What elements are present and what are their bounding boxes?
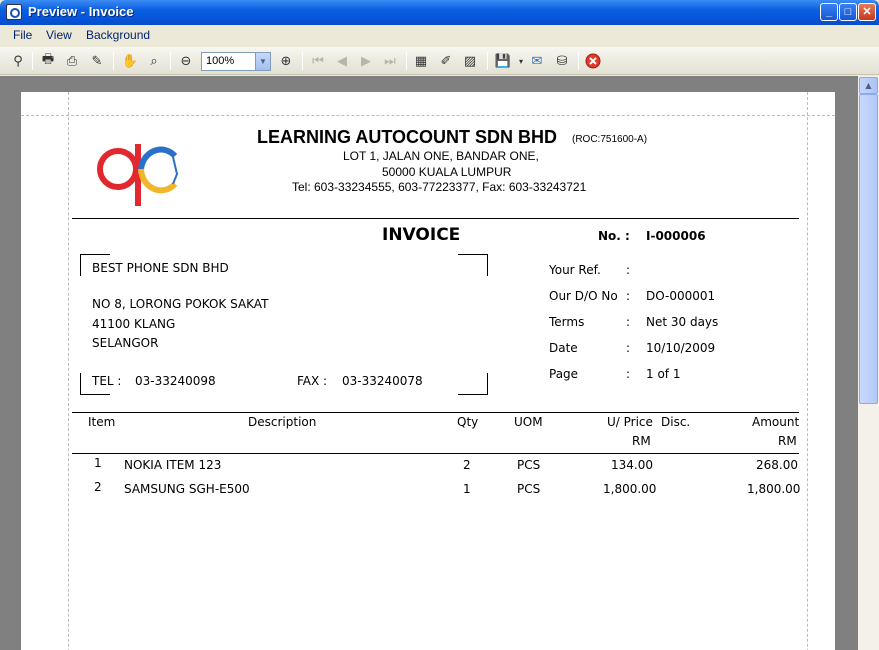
watermark-icon[interactable]: ▨ (463, 53, 477, 69)
zoom-out-icon[interactable]: ⊖ (180, 53, 192, 69)
invoice-page: LEARNING AUTOCOUNT SDN BHD (ROC:751600-A) LOT 1, JALAN ONE, BANDAR ONE, 50000 KUALA LUMPUR Tel: 603-33234555, 603-77223377, Fax: 603-33243721 INVOICE No. : I-000006 BEST PHONE SDN BHD NO 8, LORONG POKOK SAKAT 41100 KLANG SELANGOR TEL : 03-33240098 FAX : 03-33240078 Your Ref. : Our D/O No : DO-000001 Terms : Net 30 days Date : 10/10/2009 Page : 1 of 1 Item Description Qty UOM U/ Price RM Disc. Amount RM 1 NOKIA ITEM 123 2 PCS 134.00 268.00 2 SAMSUNG SGH-E500 1 PCS 1,800.00 1,800.00 (21, 92, 835, 650)
info-value: DO-000001 (646, 289, 716, 303)
company-logo (97, 134, 181, 210)
col-header-uprice: U/ Price (607, 415, 653, 429)
info-label: Terms (549, 315, 585, 329)
menu-file[interactable]: File (13, 28, 33, 42)
company-name: LEARNING AUTOCOUNT SDN BHD (257, 127, 557, 147)
invoice-heading: INVOICE (382, 225, 461, 245)
preview-area (0, 76, 858, 650)
col-header-description: Description (248, 415, 317, 429)
export-icon[interactable]: ✎ (91, 53, 103, 69)
col-header-qty: Qty (457, 415, 479, 429)
info-label: Page (549, 367, 579, 381)
col-header-uprice-unit: RM (632, 434, 651, 448)
chevron-down-icon[interactable]: ▾ (518, 56, 523, 66)
chevron-down-icon[interactable]: ▼ (255, 53, 270, 70)
col-header-disc: Disc. (661, 415, 691, 429)
vertical-scrollbar[interactable] (858, 76, 879, 650)
scroll-thumb[interactable] (859, 94, 878, 404)
edit-icon[interactable]: ✐ (440, 53, 452, 69)
scroll-up-icon[interactable]: ▲ (859, 77, 878, 94)
company-address-2: 50000 KUALA LUMPUR (382, 165, 512, 179)
minimize-button[interactable]: _ (820, 3, 838, 21)
customer-fax-label: FAX : (297, 374, 328, 388)
window-title: Preview - Invoice (28, 4, 134, 19)
hand-icon[interactable]: ✋ (121, 53, 139, 69)
zoom-in-icon[interactable]: ⊕ (280, 53, 292, 69)
customer-address-3: SELANGOR (92, 336, 159, 350)
info-value: 10/10/2009 (646, 341, 716, 355)
col-header-amount-unit: RM (778, 434, 797, 448)
binoculars-icon[interactable]: ⚲ (13, 53, 23, 69)
title-bar (0, 0, 879, 25)
zoom-select[interactable] (201, 52, 271, 71)
first-page-icon[interactable]: ⏮ (312, 53, 324, 69)
last-page-icon[interactable]: ⏭ (384, 53, 396, 69)
customer-address-2: 41100 KLANG (92, 317, 176, 331)
menu-background[interactable]: Background (86, 28, 151, 42)
magnifier-icon[interactable]: ⌕ (150, 53, 158, 69)
menu-bar (0, 25, 879, 46)
info-value: Net 30 days (646, 315, 719, 329)
customer-name: BEST PHONE SDN BHD (92, 261, 229, 275)
info-label: Date (549, 341, 578, 355)
open-icon[interactable]: ⛁ (556, 53, 568, 69)
menu-view[interactable]: View (46, 28, 72, 42)
page-setup-icon[interactable]: ▦ (414, 53, 428, 69)
invoice-no-value: I-000006 (646, 229, 706, 243)
save-icon[interactable]: 💾 (494, 53, 512, 69)
company-address-1: LOT 1, JALAN ONE, BANDAR ONE, (343, 149, 539, 163)
info-label: Your Ref. (549, 263, 601, 277)
customer-tel: 03-33240098 (135, 374, 216, 388)
company-contact: Tel: 603-33234555, 603-77223377, Fax: 603-33243721 (292, 180, 587, 194)
divider (72, 218, 799, 219)
app-icon (6, 4, 22, 20)
info-value: 1 of 1 (646, 367, 681, 381)
email-icon[interactable]: ✉ (531, 53, 543, 69)
maximize-button[interactable]: □ (839, 3, 857, 21)
toolbar (0, 47, 879, 75)
next-page-icon[interactable]: ▶ (361, 53, 371, 69)
invoice-no-label: No. : (598, 229, 630, 243)
zoom-value: 100% (206, 55, 235, 67)
customer-fax: 03-33240078 (342, 374, 423, 388)
col-header-item: Item (88, 415, 116, 429)
col-header-uom: UOM (514, 415, 543, 429)
close-window-button[interactable]: ✕ (858, 3, 876, 21)
col-header-amount: Amount (752, 415, 800, 429)
print-setup-icon[interactable]: 🖶 (41, 52, 55, 67)
print-icon[interactable]: ⎙ (66, 53, 78, 69)
info-label: Our D/O No (549, 289, 618, 303)
customer-tel-label: TEL : (92, 374, 122, 388)
prev-page-icon[interactable]: ◀ (337, 53, 347, 69)
company-reg: (ROC:751600-A) (572, 134, 648, 145)
close-icon[interactable] (584, 52, 602, 70)
customer-address-1: NO 8, LORONG POKOK SAKAT (92, 297, 269, 311)
